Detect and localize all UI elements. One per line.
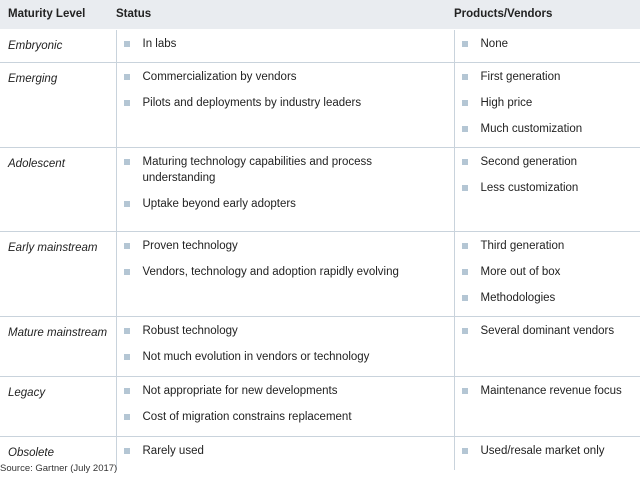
- table-row: [0, 62, 640, 147]
- bullet-text: Vendors, technology and adoption rapidly evolving: [142, 265, 399, 278]
- bullet-text: Robust technology: [142, 324, 238, 337]
- bullet-item: [117, 238, 446, 254]
- source-note: Source: Gartner (July 2017): [0, 463, 118, 474]
- bullet-text: Proven technology: [142, 239, 238, 252]
- bullet-item: [117, 36, 446, 52]
- table-row: [0, 147, 640, 231]
- bullet-square-icon: [124, 269, 130, 275]
- bullet-text: In labs: [142, 37, 177, 50]
- bullet-item: [117, 69, 446, 85]
- maturity-level-cell: Obsolete: [0, 436, 116, 470]
- bullet-item: [117, 443, 446, 459]
- bullet-item: [455, 238, 633, 254]
- products-vendors-cell: [454, 231, 640, 316]
- bullet-square-icon: [124, 414, 130, 420]
- bullet-text: Several dominant vendors: [480, 324, 615, 337]
- bullet-text: Maintenance revenue focus: [480, 384, 622, 397]
- table-row: [0, 29, 640, 62]
- bullet-item: [455, 443, 633, 459]
- bullet-square-icon: [462, 41, 468, 47]
- status-cell: [116, 62, 454, 147]
- table-row: [0, 316, 640, 376]
- bullet-square-icon: [124, 354, 130, 360]
- bullet-square-icon: [462, 126, 468, 132]
- bullet-item: [455, 95, 633, 111]
- status-cell: [116, 29, 454, 62]
- bullet-item: [117, 323, 446, 339]
- bullet-item: [455, 36, 633, 52]
- bullet-item: [117, 196, 446, 212]
- bullet-item: [455, 290, 633, 306]
- bullet-text: Rarely used: [142, 444, 204, 457]
- bullet-square-icon: [124, 448, 130, 454]
- products-vendors-cell: [454, 316, 640, 376]
- bullet-square-icon: [124, 41, 130, 47]
- products-vendors-cell: [454, 436, 640, 470]
- bullet-square-icon: [462, 74, 468, 80]
- bullet-text: Less customization: [480, 181, 579, 194]
- products-vendors-cell: [454, 147, 640, 231]
- status-cell: [116, 231, 454, 316]
- bullet-text: Used/resale market only: [480, 444, 605, 457]
- bullet-square-icon: [462, 269, 468, 275]
- table-row: [0, 376, 640, 436]
- table-body: [0, 29, 640, 470]
- bullet-item: [455, 154, 633, 170]
- bullet-square-icon: [462, 100, 468, 106]
- bullet-item: [117, 154, 446, 186]
- bullet-text: Maturing technology capabilities and process understanding: [142, 155, 372, 184]
- bullet-text: First generation: [480, 70, 561, 83]
- bullet-item: [455, 69, 633, 85]
- bullet-text: Uptake beyond early adopters: [142, 197, 296, 210]
- status-cell: [116, 436, 454, 470]
- maturity-level-cell: Emerging: [0, 62, 116, 147]
- bullet-square-icon: [124, 74, 130, 80]
- maturity-level-cell: Adolescent: [0, 147, 116, 231]
- bullet-square-icon: [462, 185, 468, 191]
- bullet-square-icon: [124, 388, 130, 394]
- bullet-square-icon: [462, 448, 468, 454]
- bullet-square-icon: [124, 243, 130, 249]
- header-status: Status: [116, 0, 454, 29]
- bullet-text: Pilots and deployments by industry leaders: [142, 96, 362, 109]
- products-vendors-cell: [454, 376, 640, 436]
- bullet-item: [455, 121, 633, 137]
- bullet-square-icon: [124, 201, 130, 207]
- bullet-text: High price: [480, 96, 533, 109]
- bullet-text: Not much evolution in vendors or technology: [142, 350, 370, 363]
- bullet-item: [455, 180, 633, 196]
- products-vendors-cell: [454, 62, 640, 147]
- header-maturity-level: Maturity Level: [0, 0, 116, 29]
- bullet-text: None: [480, 37, 508, 50]
- maturity-level-cell: Legacy: [0, 376, 116, 436]
- maturity-level-cell: Early mainstream: [0, 231, 116, 316]
- maturity-level-cell: Mature mainstream: [0, 316, 116, 376]
- status-cell: [116, 316, 454, 376]
- bullet-square-icon: [124, 328, 130, 334]
- bullet-item: [117, 383, 446, 399]
- bullet-text: Second generation: [480, 155, 578, 168]
- bullet-item: [117, 95, 446, 111]
- bullet-text: Not appropriate for new developments: [142, 384, 338, 397]
- bullet-text: Methodologies: [480, 291, 556, 304]
- bullet-square-icon: [124, 100, 130, 106]
- bullet-square-icon: [462, 159, 468, 165]
- bullet-square-icon: [462, 328, 468, 334]
- bullet-item: [117, 409, 446, 425]
- bullet-item: [455, 383, 633, 399]
- bullet-square-icon: [462, 243, 468, 249]
- bullet-item: [117, 264, 446, 280]
- bullet-square-icon: [462, 388, 468, 394]
- header-products-vendors: Products/Vendors: [454, 0, 640, 29]
- table-row: [0, 231, 640, 316]
- products-vendors-cell: [454, 29, 640, 62]
- bullet-square-icon: [462, 295, 468, 301]
- bullet-text: Cost of migration constrains replacement: [142, 410, 352, 423]
- bullet-item: [117, 349, 446, 365]
- bullet-item: [455, 323, 633, 339]
- maturity-level-cell: Embryonic: [0, 29, 116, 62]
- bullet-square-icon: [124, 159, 130, 165]
- bullet-text: Commercialization by vendors: [142, 70, 297, 83]
- bullet-text: More out of box: [480, 265, 561, 278]
- status-cell: [116, 147, 454, 231]
- bullet-item: [455, 264, 633, 280]
- table-header-row: [0, 0, 640, 29]
- bullet-text: Much customization: [480, 122, 583, 135]
- status-cell: [116, 376, 454, 436]
- bullet-text: Third generation: [480, 239, 565, 252]
